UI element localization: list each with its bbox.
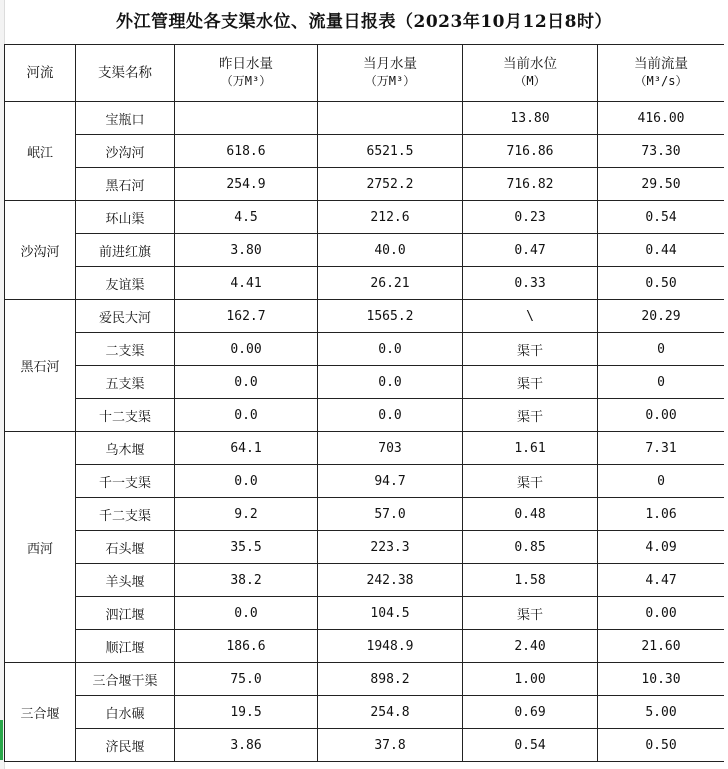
flow-cell[interactable]: 0 xyxy=(598,366,725,399)
yesterday-cell[interactable]: 0.0 xyxy=(175,366,318,399)
table-row xyxy=(5,366,725,399)
level-cell[interactable]: 0.33 xyxy=(463,267,598,300)
yesterday-cell[interactable]: 618.6 xyxy=(175,135,318,168)
yesterday-cell[interactable]: 75.0 xyxy=(175,663,318,696)
table-row xyxy=(5,564,725,597)
yesterday-cell[interactable]: 64.1 xyxy=(175,432,318,465)
month-cell[interactable]: 898.2 xyxy=(318,663,463,696)
header-yesterday-unit: （万M³） xyxy=(220,74,272,88)
level-cell[interactable]: 0.23 xyxy=(463,201,598,234)
branch-name-cell[interactable]: 宝瓶口 xyxy=(76,102,175,135)
flow-cell[interactable]: 73.30 xyxy=(598,135,725,168)
table-row xyxy=(5,300,725,333)
level-cell[interactable]: 渠干 xyxy=(463,597,598,630)
level-cell[interactable]: 渠干 xyxy=(463,465,598,498)
flow-cell[interactable]: 10.30 xyxy=(598,663,725,696)
level-cell[interactable]: 716.86 xyxy=(463,135,598,168)
header-level-label: 当前水位 xyxy=(503,56,557,72)
level-cell[interactable]: 1.00 xyxy=(463,663,598,696)
flow-cell[interactable]: 0.54 xyxy=(598,201,725,234)
branch-name-cell[interactable]: 乌木堰 xyxy=(76,432,175,465)
flow-cell[interactable]: 0.00 xyxy=(598,399,725,432)
month-cell[interactable]: 0.0 xyxy=(318,333,463,366)
yesterday-cell[interactable]: 254.9 xyxy=(175,168,318,201)
branch-name-cell[interactable]: 环山渠 xyxy=(76,201,175,234)
header-river[interactable]: 河流 xyxy=(5,45,76,102)
sheet-margin xyxy=(724,44,728,769)
table-row xyxy=(5,399,725,432)
branch-name-cell[interactable]: 羊头堰 xyxy=(76,564,175,597)
flow-cell[interactable]: 4.09 xyxy=(598,531,725,564)
table-body xyxy=(5,102,725,762)
flow-cell[interactable]: 20.29 xyxy=(598,300,725,333)
table-row xyxy=(5,696,725,729)
header-yesterday-volume[interactable] xyxy=(175,45,318,102)
month-cell[interactable]: 254.8 xyxy=(318,696,463,729)
header-flow-label: 当前流量 xyxy=(634,56,688,72)
branch-name-cell[interactable]: 三合堰干渠 xyxy=(76,663,175,696)
table-row xyxy=(5,234,725,267)
table-row xyxy=(5,531,725,564)
flow-cell[interactable]: 0 xyxy=(598,465,725,498)
month-cell[interactable]: 1565.2 xyxy=(318,300,463,333)
table-row xyxy=(5,498,725,531)
branch-name-cell[interactable]: 石头堰 xyxy=(76,531,175,564)
yesterday-cell[interactable]: 3.80 xyxy=(175,234,318,267)
flow-cell[interactable]: 0.50 xyxy=(598,267,725,300)
level-cell[interactable]: 0.54 xyxy=(463,729,598,762)
selection-marker xyxy=(0,720,3,760)
header-flow-unit: （M³/s） xyxy=(634,74,688,88)
flow-cell[interactable]: 0.00 xyxy=(598,597,725,630)
branch-name-cell[interactable]: 爱民大河 xyxy=(76,300,175,333)
header-month-unit: （万M³） xyxy=(364,74,416,88)
header-month-volume[interactable] xyxy=(318,45,463,102)
level-cell[interactable]: 0.85 xyxy=(463,531,598,564)
month-cell[interactable]: 242.38 xyxy=(318,564,463,597)
table-row xyxy=(5,333,725,366)
table-row xyxy=(5,135,725,168)
branch-name-cell[interactable]: 二支渠 xyxy=(76,333,175,366)
yesterday-cell[interactable]: 38.2 xyxy=(175,564,318,597)
yesterday-cell[interactable]: 0.0 xyxy=(175,597,318,630)
yesterday-cell[interactable]: 9.2 xyxy=(175,498,318,531)
level-cell[interactable]: 13.80 xyxy=(463,102,598,135)
level-cell[interactable]: 0.47 xyxy=(463,234,598,267)
flow-cell[interactable]: 0 xyxy=(598,333,725,366)
yesterday-cell[interactable]: 0.0 xyxy=(175,465,318,498)
flow-cell[interactable]: 5.00 xyxy=(598,696,725,729)
branch-name-cell[interactable]: 友谊渠 xyxy=(76,267,175,300)
water-report-table xyxy=(4,44,725,762)
flow-cell[interactable]: 0.44 xyxy=(598,234,725,267)
flow-cell[interactable]: 4.47 xyxy=(598,564,725,597)
table-row xyxy=(5,102,725,135)
yesterday-cell[interactable]: 162.7 xyxy=(175,300,318,333)
yesterday-cell[interactable]: 0.00 xyxy=(175,333,318,366)
yesterday-cell[interactable]: 4.41 xyxy=(175,267,318,300)
month-cell[interactable]: 94.7 xyxy=(318,465,463,498)
level-cell[interactable]: 渠干 xyxy=(463,333,598,366)
header-current-level[interactable] xyxy=(463,45,598,102)
level-cell[interactable]: 716.82 xyxy=(463,168,598,201)
flow-cell[interactable]: 7.31 xyxy=(598,432,725,465)
level-cell[interactable]: \ xyxy=(463,300,598,333)
level-cell[interactable]: 渠干 xyxy=(463,399,598,432)
month-cell[interactable]: 1948.9 xyxy=(318,630,463,663)
level-cell[interactable]: 1.58 xyxy=(463,564,598,597)
river-cell[interactable]: 三合堰 xyxy=(5,663,76,762)
month-cell[interactable]: 40.0 xyxy=(318,234,463,267)
table-row xyxy=(5,597,725,630)
level-cell[interactable]: 0.48 xyxy=(463,498,598,531)
yesterday-cell[interactable] xyxy=(175,102,318,135)
yesterday-cell[interactable]: 4.5 xyxy=(175,201,318,234)
flow-cell[interactable]: 1.06 xyxy=(598,498,725,531)
month-cell[interactable]: 0.0 xyxy=(318,399,463,432)
header-level-unit: （M） xyxy=(514,74,546,88)
branch-name-cell[interactable]: 顺江堰 xyxy=(76,630,175,663)
river-cell[interactable]: 沙沟河 xyxy=(5,201,76,300)
header-current-flow[interactable] xyxy=(598,45,725,102)
month-cell[interactable]: 26.21 xyxy=(318,267,463,300)
header-month-label: 当月水量 xyxy=(363,56,417,72)
branch-name-cell[interactable]: 黑石河 xyxy=(76,168,175,201)
branch-name-cell[interactable]: 十二支渠 xyxy=(76,399,175,432)
month-cell[interactable]: 57.0 xyxy=(318,498,463,531)
flow-cell[interactable]: 0.50 xyxy=(598,729,725,762)
river-cell[interactable]: 黑石河 xyxy=(5,300,76,432)
header-yesterday-label: 昨日水量 xyxy=(219,56,273,72)
month-cell[interactable]: 104.5 xyxy=(318,597,463,630)
month-cell[interactable]: 703 xyxy=(318,432,463,465)
month-cell[interactable]: 37.8 xyxy=(318,729,463,762)
header-branch-name[interactable]: 支渠名称 xyxy=(76,45,175,102)
yesterday-cell[interactable]: 3.86 xyxy=(175,729,318,762)
level-cell[interactable]: 1.61 xyxy=(463,432,598,465)
level-cell[interactable]: 渠干 xyxy=(463,366,598,399)
yesterday-cell[interactable]: 0.0 xyxy=(175,399,318,432)
month-cell[interactable]: 223.3 xyxy=(318,531,463,564)
flow-cell[interactable]: 416.00 xyxy=(598,102,725,135)
branch-name-cell[interactable]: 济民堰 xyxy=(76,729,175,762)
table-row xyxy=(5,201,725,234)
month-cell[interactable]: 6521.5 xyxy=(318,135,463,168)
table-row xyxy=(5,168,725,201)
branch-name-cell[interactable]: 沙沟河 xyxy=(76,135,175,168)
branch-name-cell[interactable]: 泗江堰 xyxy=(76,597,175,630)
yesterday-cell[interactable]: 186.6 xyxy=(175,630,318,663)
branch-name-cell[interactable]: 前进红旗 xyxy=(76,234,175,267)
flow-cell[interactable]: 29.50 xyxy=(598,168,725,201)
month-cell[interactable]: 212.6 xyxy=(318,201,463,234)
month-cell[interactable] xyxy=(318,102,463,135)
flow-cell[interactable]: 21.60 xyxy=(598,630,725,663)
level-cell[interactable]: 2.40 xyxy=(463,630,598,663)
table-row xyxy=(5,465,725,498)
table-row xyxy=(5,729,725,762)
table-row xyxy=(5,267,725,300)
branch-name-cell[interactable]: 千一支渠 xyxy=(76,465,175,498)
yesterday-cell[interactable]: 35.5 xyxy=(175,531,318,564)
month-cell[interactable]: 0.0 xyxy=(318,366,463,399)
branch-name-cell[interactable]: 千二支渠 xyxy=(76,498,175,531)
table-row xyxy=(5,663,725,696)
table-row xyxy=(5,432,725,465)
branch-name-cell[interactable]: 白水碾 xyxy=(76,696,175,729)
level-cell[interactable]: 0.69 xyxy=(463,696,598,729)
river-cell[interactable]: 岷江 xyxy=(5,102,76,201)
yesterday-cell[interactable]: 19.5 xyxy=(175,696,318,729)
month-cell[interactable]: 2752.2 xyxy=(318,168,463,201)
table-row xyxy=(5,630,725,663)
river-cell[interactable]: 西河 xyxy=(5,432,76,663)
report-title: 外江管理处各支渠水位、流量日报表（2023年10月12日8时） xyxy=(116,12,612,32)
branch-name-cell[interactable]: 五支渠 xyxy=(76,366,175,399)
header-row xyxy=(5,45,725,102)
